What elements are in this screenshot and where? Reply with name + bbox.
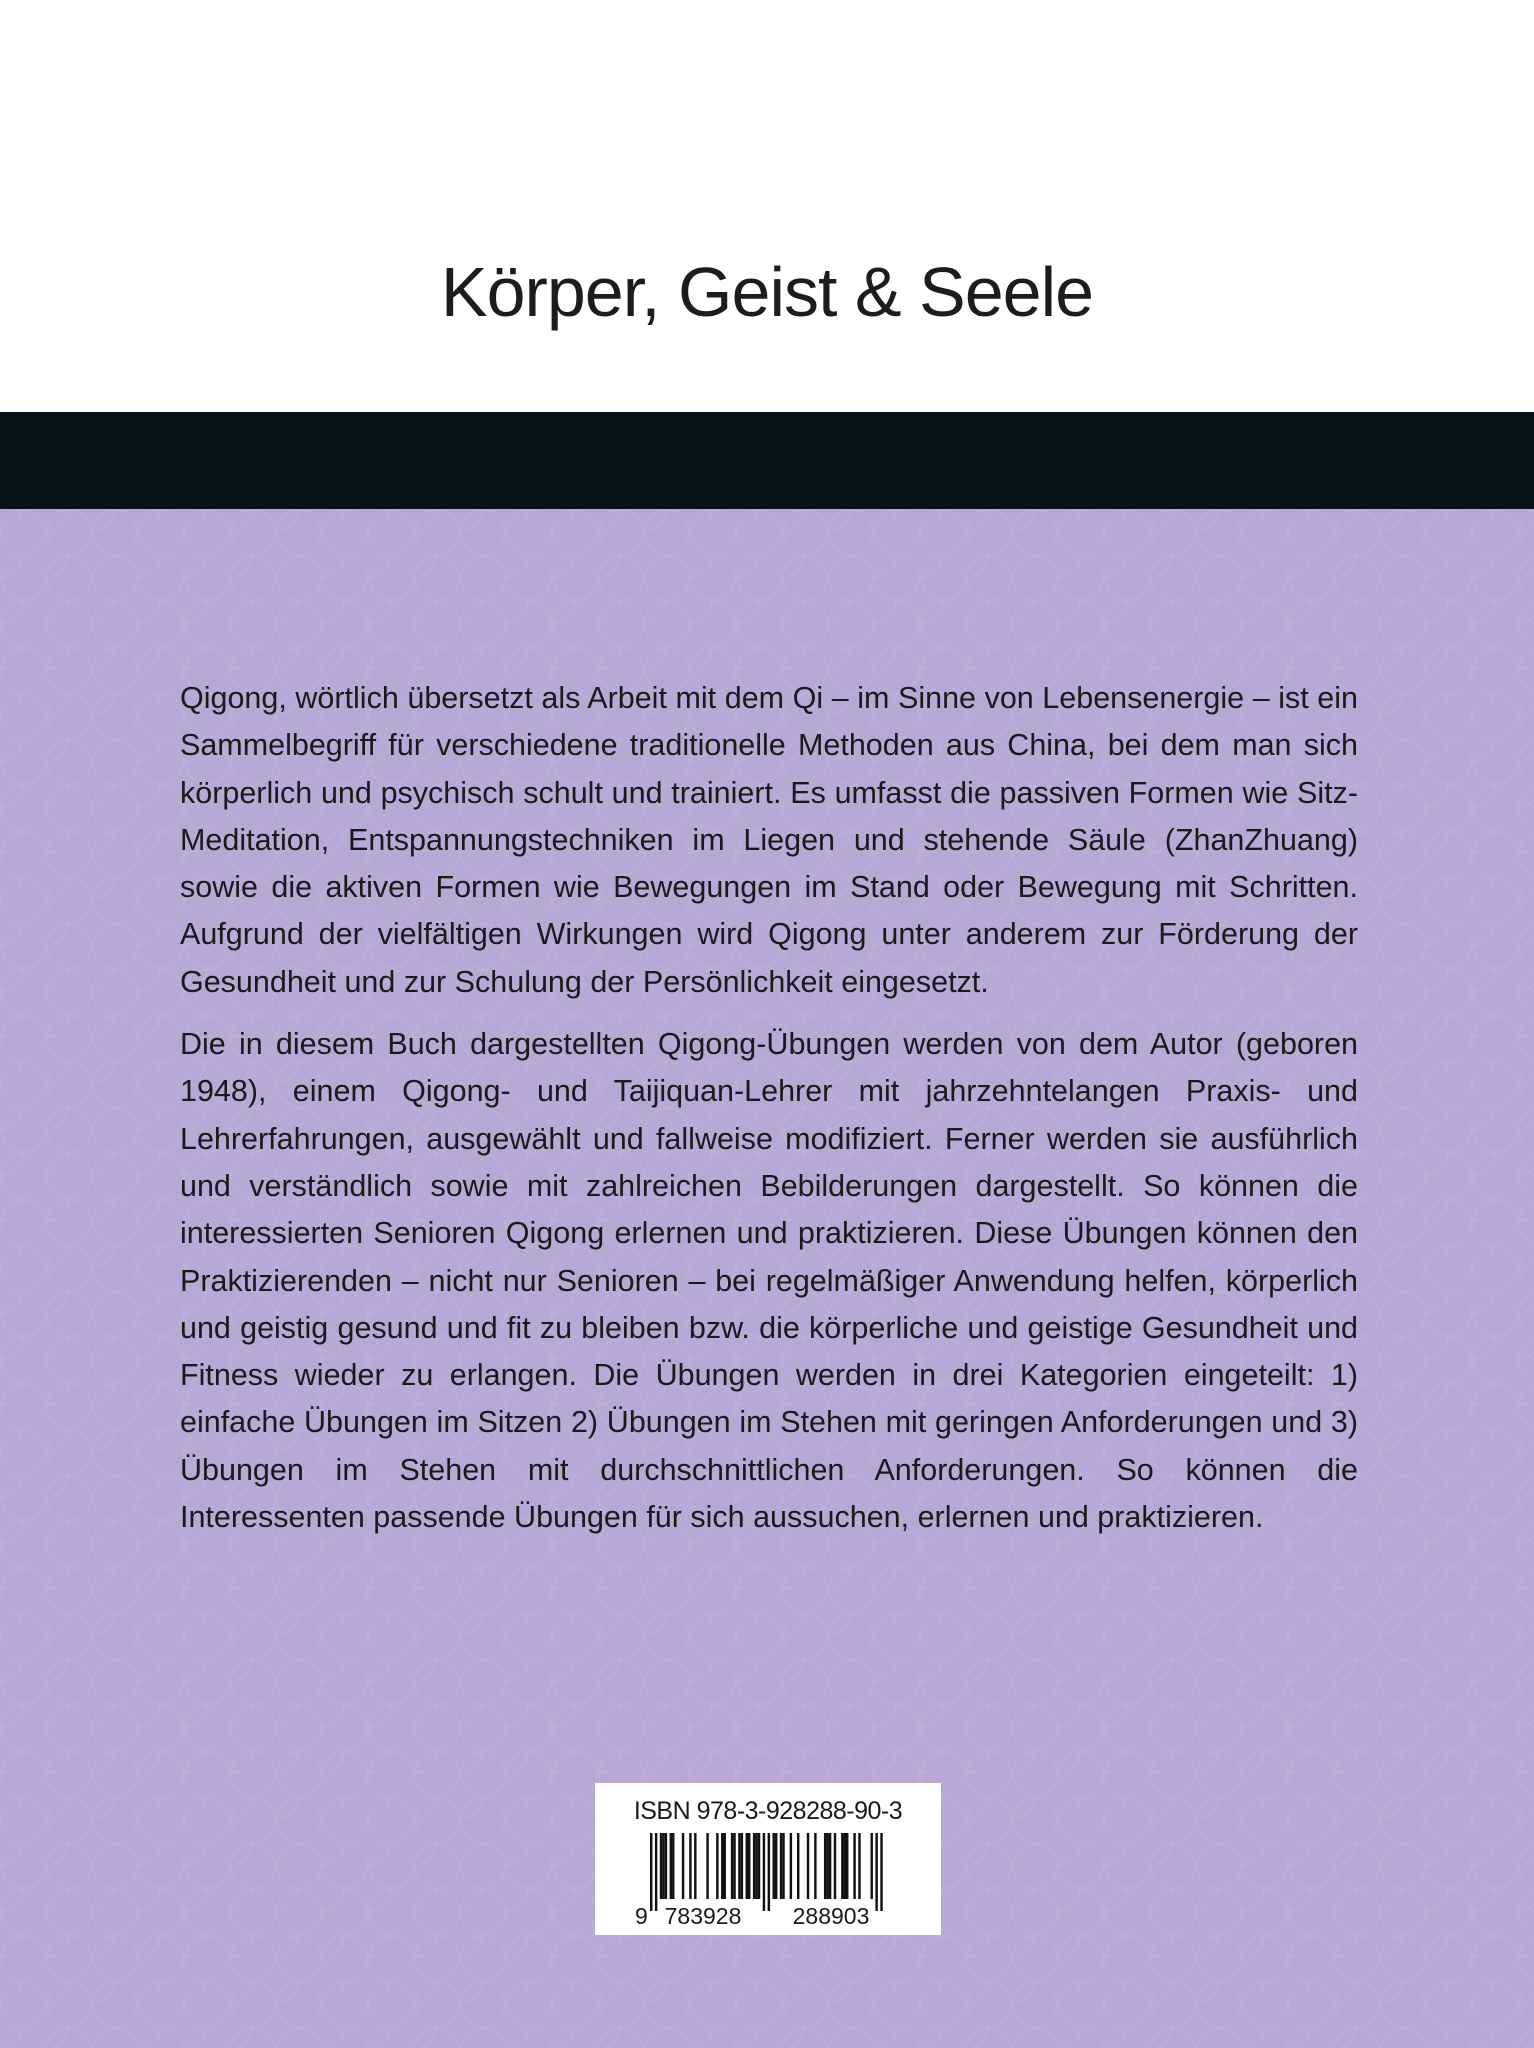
barcode-bar bbox=[738, 1833, 740, 1899]
barcode-bar bbox=[689, 1833, 691, 1899]
isbn-barcode-box bbox=[595, 1783, 941, 1935]
barcode-digits-right: 288903 bbox=[792, 1903, 870, 1929]
barcode-bar bbox=[807, 1833, 809, 1899]
barcode-bar bbox=[773, 1833, 775, 1899]
barcode-bar bbox=[746, 1833, 748, 1899]
barcode-bar bbox=[782, 1833, 784, 1899]
barcode-digits-left: 783928 bbox=[664, 1903, 742, 1929]
barcode-bar bbox=[706, 1833, 708, 1899]
barcode-bar bbox=[824, 1833, 826, 1899]
barcode-bar bbox=[763, 1833, 765, 1911]
barcode-bar bbox=[721, 1833, 723, 1899]
barcode-bar bbox=[826, 1833, 828, 1899]
barcode-bar bbox=[660, 1833, 662, 1899]
barcode-bar bbox=[880, 1833, 882, 1911]
barcode-bar bbox=[716, 1833, 718, 1899]
barcode-bar bbox=[755, 1833, 757, 1899]
barcode-bar bbox=[724, 1833, 726, 1899]
blurb-text bbox=[180, 675, 1358, 1556]
barcode-bar bbox=[871, 1833, 873, 1899]
barcode-bar bbox=[858, 1833, 860, 1899]
barcode-bar bbox=[650, 1833, 652, 1911]
barcode-bar bbox=[748, 1833, 750, 1899]
barcode-bar bbox=[682, 1833, 684, 1899]
barcode-bar bbox=[731, 1833, 733, 1899]
barcode-graphic bbox=[595, 1783, 941, 1935]
barcode-bars bbox=[650, 1833, 883, 1911]
barcode-bar bbox=[672, 1833, 674, 1899]
barcode-bar bbox=[670, 1833, 672, 1899]
barcode-digit-first: 9 bbox=[635, 1903, 648, 1929]
barcode-bar bbox=[841, 1833, 843, 1899]
dark-band bbox=[0, 412, 1534, 509]
cover-top-section bbox=[0, 0, 1534, 412]
barcode-bar bbox=[758, 1833, 760, 1899]
barcode-bar bbox=[846, 1833, 848, 1899]
isbn-label: ISBN 978-3-928288-90-3 bbox=[633, 1797, 903, 1825]
barcode-bar bbox=[733, 1833, 735, 1899]
barcode-bar bbox=[814, 1833, 816, 1899]
barcode-bar bbox=[829, 1833, 831, 1899]
barcode-bar bbox=[797, 1833, 799, 1899]
barcode-bar bbox=[834, 1833, 836, 1899]
barcode-bar bbox=[753, 1833, 755, 1899]
barcode-bar bbox=[665, 1833, 667, 1899]
series-title: Körper, Geist & Seele bbox=[440, 253, 1094, 331]
barcode-bar bbox=[694, 1833, 696, 1899]
barcode-bar bbox=[662, 1833, 664, 1899]
barcode-bar bbox=[768, 1833, 770, 1911]
blurb-paragraph-2: Die in diesem Buch dargestellten Qigong-Übungen werden von dem Autor (geboren 1948), einem Qigong- und Taijiquan-Lehrer mit jahrzehntelangen Praxis- und Lehrerfahrungen, ausgewählt und fallweise modifiziert. Ferner werden sie ausführlich und verständlich sowie mit zahlreichen Bebilderungen dargestellt. So können die interessierten Senioren Qigong erlernen und praktizieren. Diese Übungen können den Praktizierenden – nicht nur Senioren – bei regelmäßiger Anwendung helfen, körperlich und geistig gesund und fit zu bleiben bzw. die körperliche und geistige Gesundheit und Fitness wieder zu erlangen. Die Übungen werden in drei Kategorien eingeteilt: 1) einfache Übungen im Sitzen 2) Übungen im Stehen mit geringen Anforderungen und 3) Übungen im Stehen mit durchschnittlichen Anforderungen. So können die Interessenten passende Übungen für sich aussuchen, erlernen und praktizieren. bbox=[180, 1027, 1358, 1535]
blurb-paragraph-1: Qigong, wörtlich übersetzt als Arbeit mit dem Qi – im Sinne von Lebensenergie – ist ein Sammelbegriff für verschiedene traditionelle Methoden aus China, bei dem man sich körperlich und psychisch schult und trainiert. Es umfasst die passiven Formen wie Sitz-Meditation, Entspannungstechniken im Liegen und stehende Säule (ZhanZhuang) sowie die aktiven Formen wie Bewegungen im Stand oder Bewegung mit Schritten. Aufgrund der vielfältigen Wirkungen wird Qigong unter anderem zur Förderung der Gesundheit und zur Schulung der Persönlichkeit eingesetzt. bbox=[180, 681, 1358, 999]
barcode-bar bbox=[844, 1833, 846, 1899]
barcode-bar bbox=[790, 1833, 792, 1899]
barcode-bar bbox=[853, 1833, 855, 1899]
barcode-bar bbox=[780, 1833, 782, 1899]
barcode-bar bbox=[655, 1833, 657, 1911]
barcode-bar bbox=[775, 1833, 777, 1899]
barcode-bar bbox=[875, 1833, 877, 1911]
barcode-bar bbox=[741, 1833, 743, 1899]
